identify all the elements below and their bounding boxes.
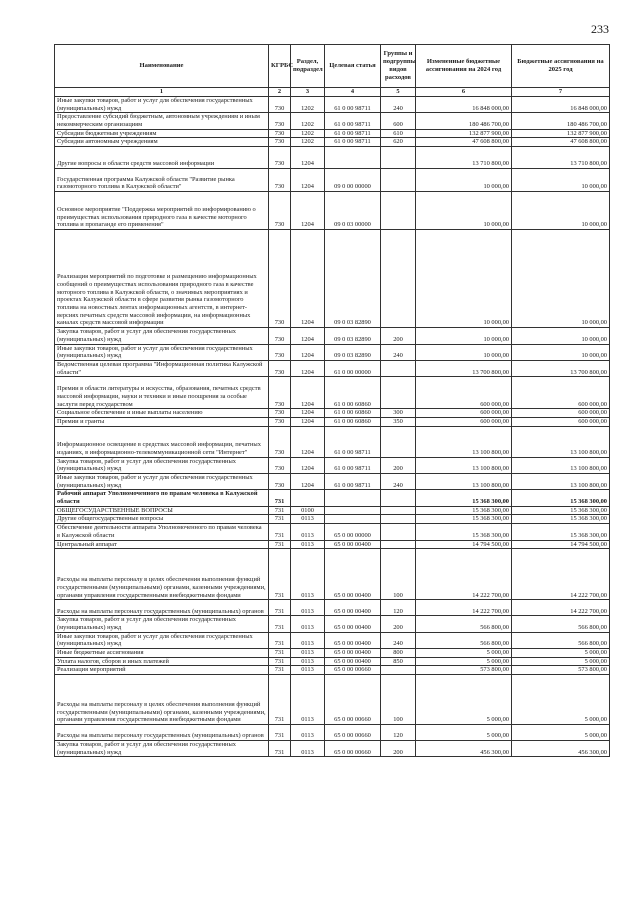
row-target: 61 0 00 60860 — [325, 417, 381, 426]
row-ktrbs: 731 — [269, 632, 291, 648]
row-expense-group: 240 — [381, 344, 416, 360]
row-amount-2025: 10 000,00 — [512, 328, 610, 344]
row-expense-group — [381, 426, 416, 457]
row-amount-2024: 47 608 800,00 — [416, 138, 512, 147]
row-target: 61 0 00 98711 — [325, 138, 381, 147]
row-ktrbs: 731 — [269, 524, 291, 540]
row-name: Центральный аппарат — [55, 540, 269, 549]
row-expense-group: 240 — [381, 474, 416, 490]
row-target: 65 0 00 00400 — [325, 632, 381, 648]
row-target — [325, 515, 381, 524]
row-amount-2025: 15 368 300,00 — [512, 515, 610, 524]
row-section: 1204 — [291, 377, 325, 409]
table-row — [55, 506, 610, 515]
row-amount-2024: 573 800,00 — [416, 666, 512, 675]
row-expense-group: 800 — [381, 648, 416, 657]
row-amount-2025: 16 848 000,00 — [512, 97, 610, 113]
row-ktrbs: 730 — [269, 192, 291, 230]
table-row — [55, 666, 610, 675]
row-section: 0113 — [291, 600, 325, 616]
row-section: 1204 — [291, 457, 325, 473]
header-row — [55, 45, 610, 88]
row-amount-2024: 16 848 000,00 — [416, 97, 512, 113]
row-amount-2024: 600 000,00 — [416, 409, 512, 418]
row-target: 61 0 00 60860 — [325, 377, 381, 409]
row-name: Социальное обеспечение и иные выплаты населению — [55, 409, 269, 418]
column-number: 5 — [381, 88, 416, 97]
row-amount-2025: 600 000,00 — [512, 417, 610, 426]
row-amount-2025: 10 000,00 — [512, 344, 610, 360]
table-row — [55, 616, 610, 632]
table-row — [55, 328, 610, 344]
row-section: 0113 — [291, 524, 325, 540]
row-ktrbs: 731 — [269, 549, 291, 600]
table-row — [55, 490, 610, 506]
column-number: 3 — [291, 88, 325, 97]
row-amount-2025: 5 000,00 — [512, 648, 610, 657]
row-section: 1204 — [291, 474, 325, 490]
row-expense-group — [381, 666, 416, 675]
row-amount-2024: 456 300,00 — [416, 741, 512, 757]
row-amount-2025: 456 300,00 — [512, 741, 610, 757]
row-expense-group: 200 — [381, 457, 416, 473]
row-section: 1204 — [291, 328, 325, 344]
row-target: 61 0 00 98711 — [325, 474, 381, 490]
row-amount-2024: 10 000,00 — [416, 344, 512, 360]
row-amount-2025: 13 100 800,00 — [512, 474, 610, 490]
row-expense-group — [381, 515, 416, 524]
row-ktrbs: 731 — [269, 540, 291, 549]
row-name: Информационное освещение в средствах массовой информации, печатных изданиях, в информационно-телекоммуникационной сети "Интернет" — [55, 426, 269, 457]
row-name: Расходы на выплаты персоналу государственных (муниципальных) органов — [55, 600, 269, 616]
row-target — [325, 490, 381, 506]
column-number: 4 — [325, 88, 381, 97]
table-row — [55, 129, 610, 138]
table-row — [55, 515, 610, 524]
row-section: 1202 — [291, 129, 325, 138]
table-row — [55, 675, 610, 725]
row-target: 65 0 00 00000 — [325, 524, 381, 540]
row-ktrbs: 730 — [269, 426, 291, 457]
row-name: Предоставление субсидий бюджетным, автономным учреждениям и иным некоммерческим организациям — [55, 113, 269, 129]
row-target: 65 0 00 00660 — [325, 666, 381, 675]
row-name: Основное мероприятие "Поддержка мероприятий по информированию о преимуществах использования природного газа в качестве моторного топлива и пропаганде его применения" — [55, 192, 269, 230]
row-amount-2025: 600 000,00 — [512, 409, 610, 418]
row-ktrbs: 730 — [269, 129, 291, 138]
column-number: 2 — [269, 88, 291, 97]
row-expense-group — [381, 169, 416, 192]
row-amount-2025: 5 000,00 — [512, 725, 610, 741]
row-expense-group: 610 — [381, 129, 416, 138]
row-name: Премии в области литературы и искусства, образования, печатных средств массовой информации, науки и техники и иные поощрения за особые заслуги перед государством — [55, 377, 269, 409]
table-row — [55, 417, 610, 426]
header-expense-group: Группы и подгруппы видов расходов — [381, 45, 416, 88]
header-amount-2024: Измененные бюджетные ассигнования на 2024 год — [416, 45, 512, 88]
row-amount-2025: 47 608 800,00 — [512, 138, 610, 147]
table-row — [55, 457, 610, 473]
row-expense-group — [381, 230, 416, 328]
row-target: 09 0 03 82890 — [325, 328, 381, 344]
row-amount-2024: 15 368 300,00 — [416, 506, 512, 515]
row-name: Закупка товаров, работ и услуг для обеспечения государственных (муниципальных) нужд — [55, 741, 269, 757]
row-expense-group: 240 — [381, 632, 416, 648]
row-ktrbs: 730 — [269, 474, 291, 490]
row-target: 65 0 00 00400 — [325, 657, 381, 666]
row-ktrbs: 730 — [269, 457, 291, 473]
row-target: 09 0 03 00000 — [325, 192, 381, 230]
row-expense-group — [381, 377, 416, 409]
row-ktrbs: 730 — [269, 360, 291, 376]
table-row — [55, 344, 610, 360]
row-ktrbs: 730 — [269, 147, 291, 169]
row-target: 61 0 00 60860 — [325, 409, 381, 418]
budget-table — [54, 44, 610, 757]
row-section — [291, 490, 325, 506]
row-amount-2025: 14 222 700,00 — [512, 549, 610, 600]
row-name: Ведомственная целевая программа "Информационная политика Калужской области" — [55, 360, 269, 376]
row-amount-2024: 132 877 900,00 — [416, 129, 512, 138]
row-amount-2024: 600 000,00 — [416, 377, 512, 409]
row-amount-2024: 10 000,00 — [416, 169, 512, 192]
header-target: Целевая статья — [325, 45, 381, 88]
row-section: 1204 — [291, 409, 325, 418]
row-target: 65 0 00 00400 — [325, 540, 381, 549]
table-body — [55, 97, 610, 757]
row-expense-group — [381, 490, 416, 506]
row-expense-group: 200 — [381, 616, 416, 632]
row-target: 65 0 00 00660 — [325, 725, 381, 741]
row-amount-2025: 5 000,00 — [512, 657, 610, 666]
row-name: Уплата налогов, сборов и иных платежей — [55, 657, 269, 666]
table-row — [55, 113, 610, 129]
row-expense-group — [381, 540, 416, 549]
row-expense-group: 120 — [381, 725, 416, 741]
row-amount-2025: 566 800,00 — [512, 632, 610, 648]
row-expense-group: 300 — [381, 409, 416, 418]
row-target: 65 0 00 00400 — [325, 600, 381, 616]
row-expense-group — [381, 192, 416, 230]
row-name: Расходы на выплаты персоналу в целях обеспечения выполнения функций государственными (муниципальными) органами, казенными учреждениями, органами управления государственными внебюджетными фондами — [55, 549, 269, 600]
row-name: Государственная программа Калужской области "Развитие рынка газомоторного топлива в Калужской области" — [55, 169, 269, 192]
table-row — [55, 147, 610, 169]
row-section: 1204 — [291, 192, 325, 230]
row-name: Иные закупки товаров, работ и услуг для обеспечения государственных (муниципальных) нужд — [55, 632, 269, 648]
row-name: Иные закупки товаров, работ и услуг для обеспечения государственных (муниципальных) нужд — [55, 474, 269, 490]
row-amount-2025: 600 000,00 — [512, 377, 610, 409]
table-row — [55, 97, 610, 113]
row-target: 65 0 00 00400 — [325, 616, 381, 632]
row-ktrbs: 730 — [269, 138, 291, 147]
row-amount-2025: 13 710 800,00 — [512, 147, 610, 169]
row-target — [325, 506, 381, 515]
row-name: Расходы на выплаты персоналу государственных (муниципальных) органов — [55, 725, 269, 741]
row-expense-group — [381, 524, 416, 540]
row-amount-2025: 14 794 500,00 — [512, 540, 610, 549]
row-section: 0113 — [291, 632, 325, 648]
row-ktrbs: 730 — [269, 344, 291, 360]
row-section: 1204 — [291, 230, 325, 328]
row-section: 0113 — [291, 515, 325, 524]
table-row — [55, 426, 610, 457]
row-name: Иные закупки товаров, работ и услуг для обеспечения государственных (муниципальных) нужд — [55, 344, 269, 360]
row-amount-2024: 10 000,00 — [416, 328, 512, 344]
column-number: 6 — [416, 88, 512, 97]
row-amount-2024: 5 000,00 — [416, 657, 512, 666]
row-amount-2024: 566 800,00 — [416, 632, 512, 648]
row-section: 0113 — [291, 540, 325, 549]
table-row — [55, 524, 610, 540]
row-amount-2024: 566 800,00 — [416, 616, 512, 632]
row-amount-2024: 5 000,00 — [416, 648, 512, 657]
table-row — [55, 549, 610, 600]
row-expense-group — [381, 506, 416, 515]
row-ktrbs: 730 — [269, 328, 291, 344]
table-row — [55, 192, 610, 230]
row-section: 1204 — [291, 147, 325, 169]
row-section: 1202 — [291, 113, 325, 129]
row-target: 61 0 00 98711 — [325, 426, 381, 457]
row-ktrbs: 731 — [269, 666, 291, 675]
row-section: 0113 — [291, 666, 325, 675]
row-name: Субсидии бюджетным учреждениям — [55, 129, 269, 138]
column-number: 1 — [55, 88, 269, 97]
row-amount-2025: 132 877 900,00 — [512, 129, 610, 138]
row-section: 0113 — [291, 741, 325, 757]
row-target — [325, 147, 381, 169]
row-amount-2024: 15 368 300,00 — [416, 524, 512, 540]
header-name: Наименование — [55, 45, 269, 88]
row-ktrbs: 731 — [269, 675, 291, 725]
row-section: 1202 — [291, 97, 325, 113]
row-section: 0113 — [291, 675, 325, 725]
row-expense-group: 850 — [381, 657, 416, 666]
row-amount-2024: 5 000,00 — [416, 675, 512, 725]
row-ktrbs: 731 — [269, 725, 291, 741]
row-ktrbs: 731 — [269, 616, 291, 632]
row-amount-2025: 5 000,00 — [512, 675, 610, 725]
row-ktrbs: 731 — [269, 506, 291, 515]
row-amount-2025: 180 486 700,00 — [512, 113, 610, 129]
row-target: 61 0 00 98711 — [325, 113, 381, 129]
row-expense-group: 100 — [381, 549, 416, 600]
row-name: Закупка товаров, работ и услуг для обеспечения государственных (муниципальных) нужд — [55, 457, 269, 473]
table-row — [55, 230, 610, 328]
row-amount-2024: 13 710 800,00 — [416, 147, 512, 169]
row-ktrbs: 731 — [269, 600, 291, 616]
row-target: 61 0 00 98711 — [325, 457, 381, 473]
table-row — [55, 632, 610, 648]
row-amount-2024: 600 000,00 — [416, 417, 512, 426]
header-amount-2025: Бюджетные ассигнования на 2025 год — [512, 45, 610, 88]
table-row — [55, 169, 610, 192]
row-amount-2025: 13 100 800,00 — [512, 426, 610, 457]
row-name: Иные закупки товаров, работ и услуг для обеспечения государственных (муниципальных) нужд — [55, 97, 269, 113]
row-amount-2025: 10 000,00 — [512, 230, 610, 328]
row-name: Иные бюджетные ассигнования — [55, 648, 269, 657]
table-row — [55, 409, 610, 418]
row-ktrbs: 730 — [269, 409, 291, 418]
row-section: 0100 — [291, 506, 325, 515]
row-expense-group — [381, 147, 416, 169]
row-target: 09 0 03 82890 — [325, 344, 381, 360]
row-expense-group: 600 — [381, 113, 416, 129]
row-ktrbs: 730 — [269, 377, 291, 409]
row-ktrbs: 730 — [269, 417, 291, 426]
row-section: 0113 — [291, 657, 325, 666]
table-row — [55, 657, 610, 666]
row-amount-2024: 14 222 700,00 — [416, 600, 512, 616]
column-number: 7 — [512, 88, 610, 97]
row-section: 1204 — [291, 169, 325, 192]
table-row — [55, 540, 610, 549]
row-name: Премии и гранты — [55, 417, 269, 426]
row-section: 1204 — [291, 417, 325, 426]
row-amount-2024: 14 794 500,00 — [416, 540, 512, 549]
row-amount-2025: 15 368 300,00 — [512, 524, 610, 540]
row-name: ОБЩЕГОСУДАРСТВЕННЫЕ ВОПРОСЫ — [55, 506, 269, 515]
row-amount-2024: 13 700 800,00 — [416, 360, 512, 376]
column-number-row — [55, 88, 610, 97]
row-section: 0113 — [291, 725, 325, 741]
row-name: Реализация мероприятий по подготовке и размещению информационных сообщений о преимуществах использования природного газа в качестве моторного топлива в Калужской области, о значимых мероприятиях и проектах Калужской области в сфере развития рынка газомоторного топлива на новостных лентах информационных агентств, в интернет-версиях печатных средств массовой информации, на информационных каналах средств массовой информации — [55, 230, 269, 328]
row-target: 65 0 00 00660 — [325, 741, 381, 757]
row-amount-2024: 13 100 800,00 — [416, 457, 512, 473]
row-section: 1204 — [291, 360, 325, 376]
row-name: Субсидии автономным учреждениям — [55, 138, 269, 147]
row-target: 09 0 00 00000 — [325, 169, 381, 192]
row-amount-2024: 13 100 800,00 — [416, 426, 512, 457]
row-ktrbs: 731 — [269, 515, 291, 524]
row-target: 61 0 00 00000 — [325, 360, 381, 376]
row-ktrbs: 730 — [269, 230, 291, 328]
row-ktrbs: 731 — [269, 648, 291, 657]
row-ktrbs: 731 — [269, 490, 291, 506]
row-ktrbs: 731 — [269, 657, 291, 666]
row-amount-2024: 10 000,00 — [416, 192, 512, 230]
table-row — [55, 741, 610, 757]
row-section: 1204 — [291, 344, 325, 360]
row-section: 1204 — [291, 426, 325, 457]
row-amount-2025: 13 700 800,00 — [512, 360, 610, 376]
row-target: 65 0 00 00400 — [325, 648, 381, 657]
table-row — [55, 360, 610, 376]
row-expense-group: 120 — [381, 600, 416, 616]
row-expense-group: 200 — [381, 741, 416, 757]
table-row — [55, 600, 610, 616]
row-amount-2025: 14 222 700,00 — [512, 600, 610, 616]
row-ktrbs: 730 — [269, 169, 291, 192]
table-row — [55, 725, 610, 741]
table-row — [55, 474, 610, 490]
row-target: 61 0 00 98711 — [325, 97, 381, 113]
row-name: Обеспечение деятельности аппарата Уполномоченного по правам человека в Калужской области — [55, 524, 269, 540]
row-name: Рабочий аппарат Уполномоченного по правам человека в Калужской области — [55, 490, 269, 506]
row-amount-2024: 14 222 700,00 — [416, 549, 512, 600]
table-row — [55, 138, 610, 147]
row-amount-2025: 10 000,00 — [512, 192, 610, 230]
row-target: 61 0 00 98711 — [325, 129, 381, 138]
row-expense-group: 240 — [381, 97, 416, 113]
row-target: 65 0 00 00400 — [325, 549, 381, 600]
row-amount-2025: 15 368 300,00 — [512, 506, 610, 515]
row-expense-group: 100 — [381, 675, 416, 725]
row-amount-2025: 573 800,00 — [512, 666, 610, 675]
row-target: 65 0 00 00660 — [325, 675, 381, 725]
row-name: Другие вопросы в области средств массовой информации — [55, 147, 269, 169]
row-section: 0113 — [291, 616, 325, 632]
row-amount-2024: 15 368 300,00 — [416, 515, 512, 524]
header-ktrbs: КГРБС — [269, 45, 291, 88]
row-name: Реализация мероприятий — [55, 666, 269, 675]
row-amount-2025: 13 100 800,00 — [512, 457, 610, 473]
table-row — [55, 648, 610, 657]
row-amount-2024: 10 000,00 — [416, 230, 512, 328]
row-section: 0113 — [291, 648, 325, 657]
row-section: 1202 — [291, 138, 325, 147]
row-amount-2024: 5 000,00 — [416, 725, 512, 741]
page-number: 233 — [591, 22, 609, 36]
row-name: Закупка товаров, работ и услуг для обеспечения государственных (муниципальных) нужд — [55, 328, 269, 344]
table-row — [55, 377, 610, 409]
header-section: Раздел, подраздел — [291, 45, 325, 88]
row-amount-2025: 15 368 300,00 — [512, 490, 610, 506]
row-section: 0113 — [291, 549, 325, 600]
row-amount-2024: 15 368 300,00 — [416, 490, 512, 506]
row-expense-group: 620 — [381, 138, 416, 147]
row-name: Расходы на выплаты персоналу в целях обеспечения выполнения функций государственными (муниципальными) органами, казенными учреждениями, органами управления государственными внебюджетными фондами — [55, 675, 269, 725]
row-ktrbs: 730 — [269, 113, 291, 129]
row-ktrbs: 730 — [269, 97, 291, 113]
row-name: Закупка товаров, работ и услуг для обеспечения государственных (муниципальных) нужд — [55, 616, 269, 632]
row-amount-2025: 566 800,00 — [512, 616, 610, 632]
row-target: 09 0 03 82890 — [325, 230, 381, 328]
row-amount-2024: 180 486 700,00 — [416, 113, 512, 129]
row-name: Другие общегосударственные вопросы — [55, 515, 269, 524]
row-ktrbs: 731 — [269, 741, 291, 757]
row-expense-group — [381, 360, 416, 376]
row-amount-2024: 13 100 800,00 — [416, 474, 512, 490]
row-amount-2025: 10 000,00 — [512, 169, 610, 192]
row-expense-group: 350 — [381, 417, 416, 426]
row-expense-group: 200 — [381, 328, 416, 344]
